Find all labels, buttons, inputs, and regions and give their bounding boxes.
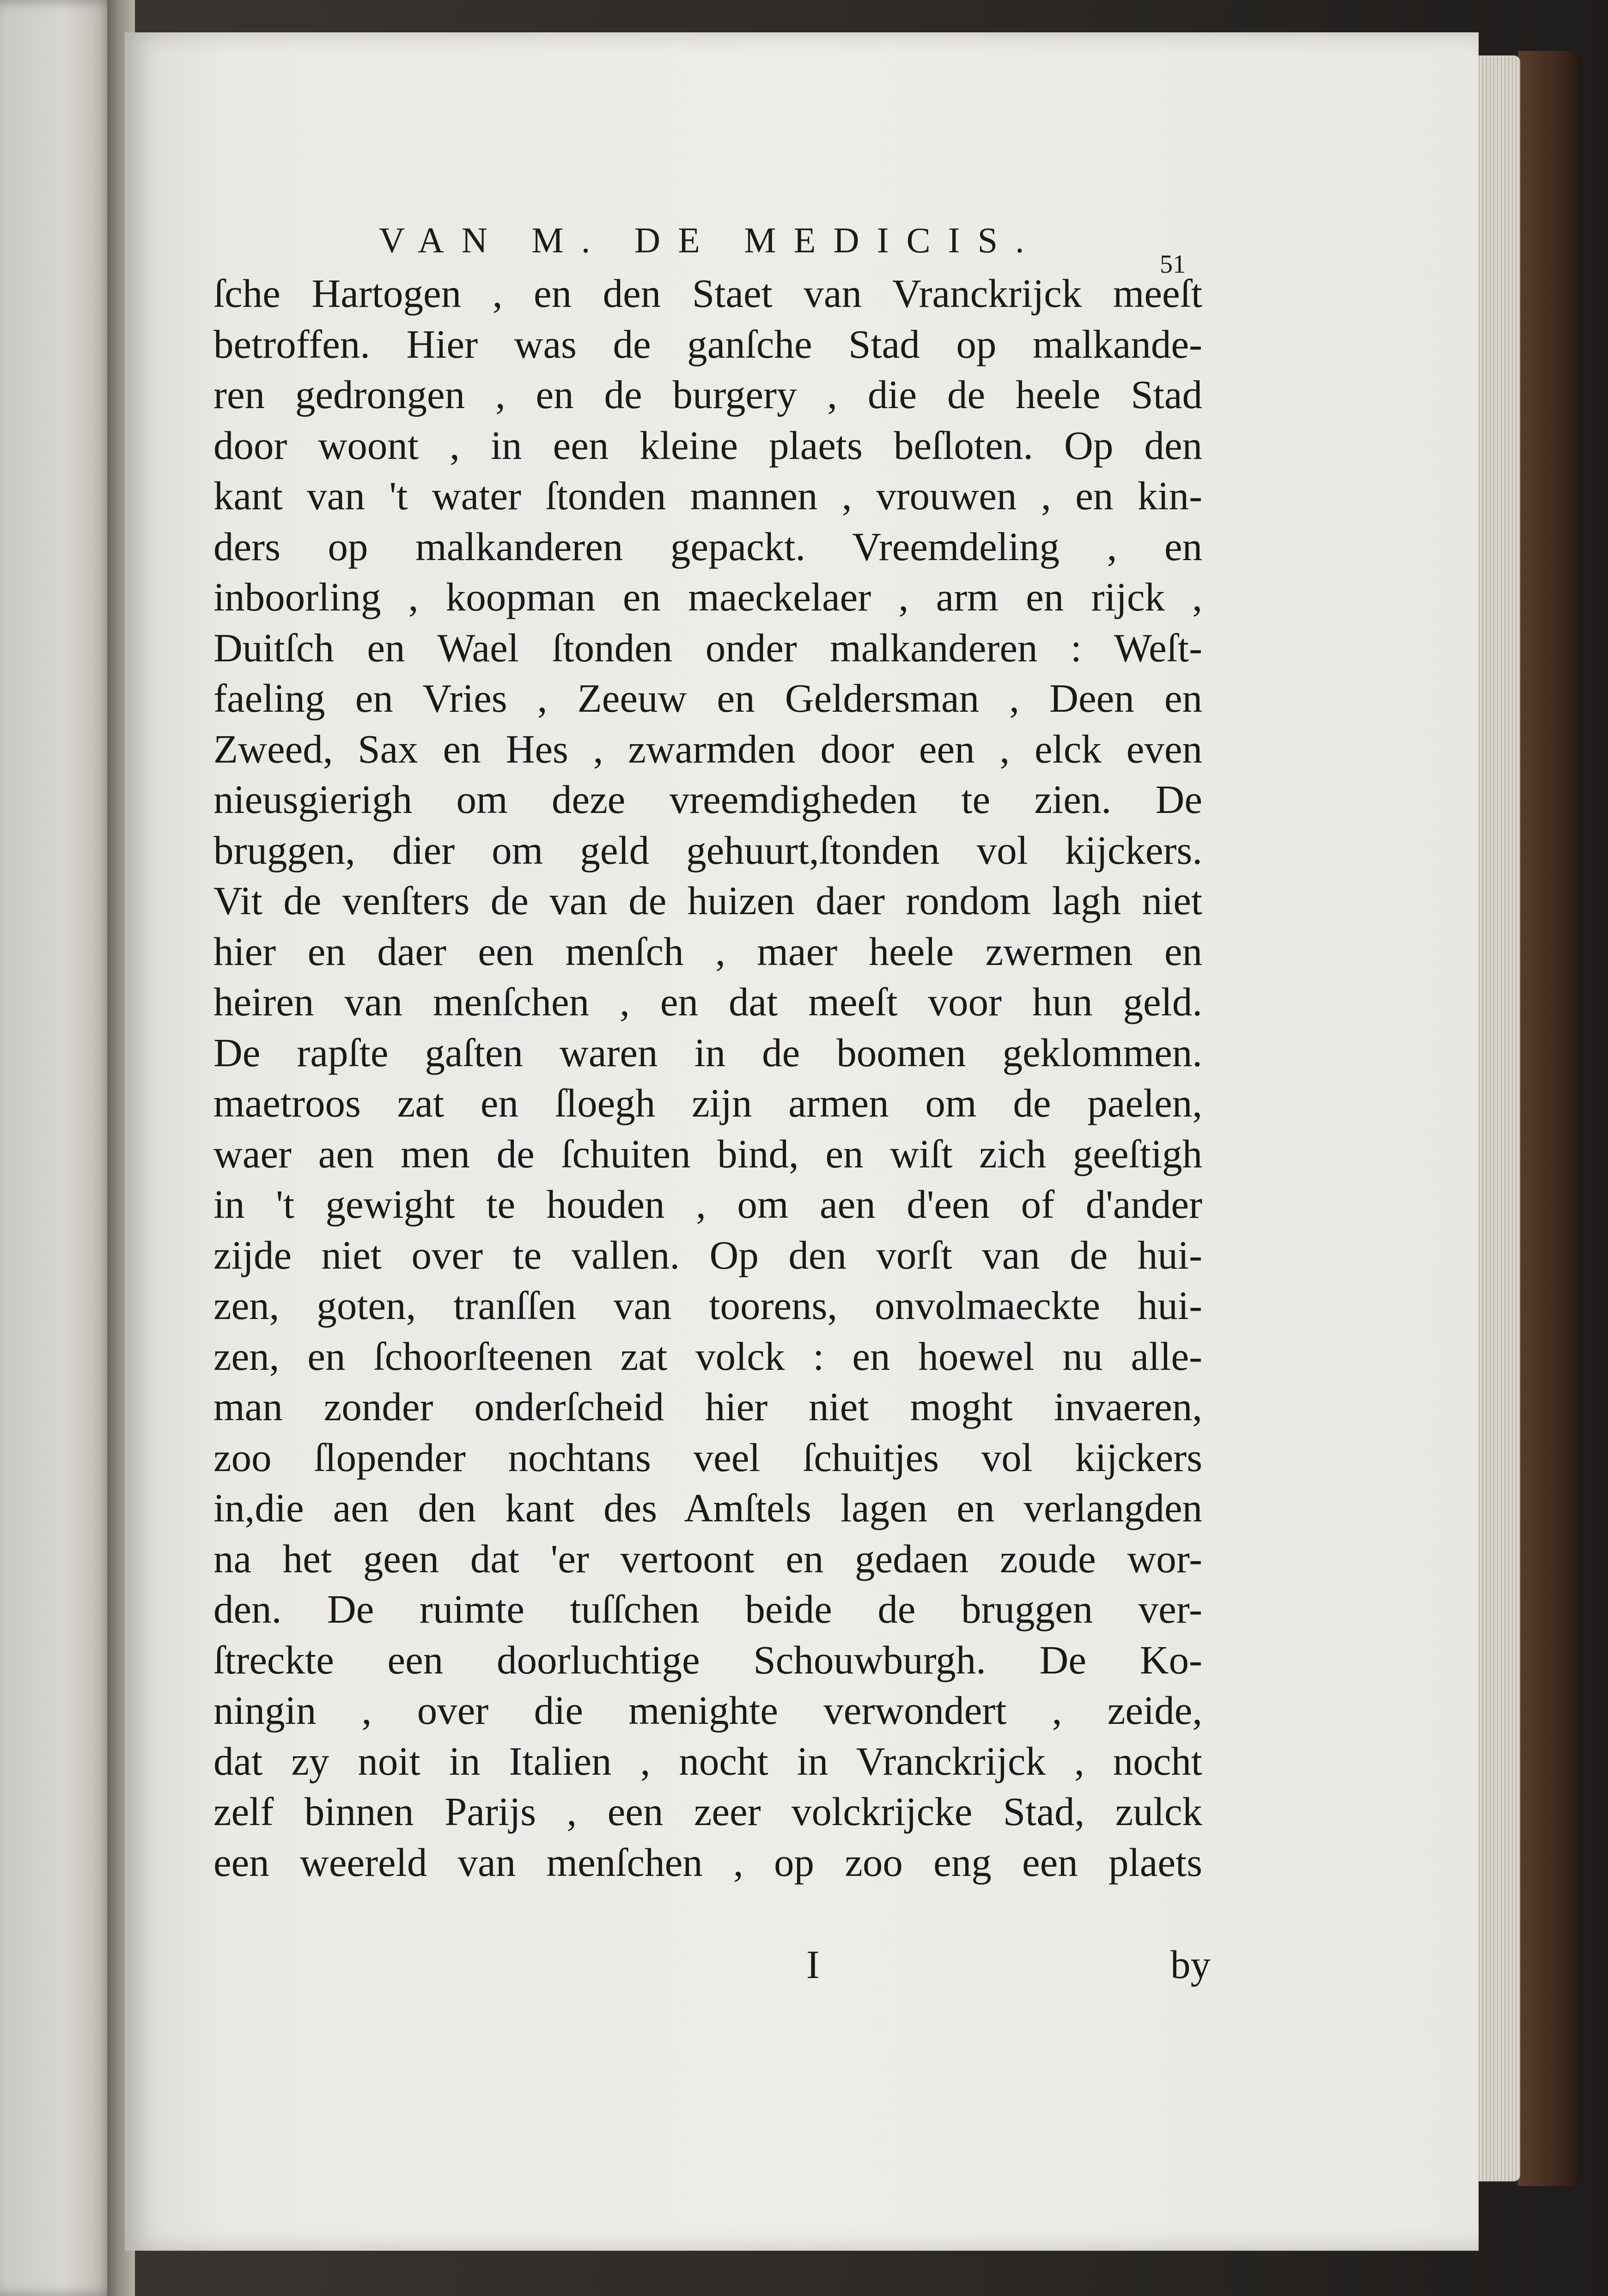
text-line: hier en daer een menſch , maer heele zwermen en	[213, 928, 1202, 974]
text-line: man zonder onderſcheid hier niet moght invaeren,	[213, 1384, 1202, 1429]
text-line: in 't gewight te houden , om aen d'een of d'ander	[213, 1182, 1202, 1227]
page-number: 51	[1160, 250, 1186, 279]
text-line: Duitſch en Wael ſtonden onder malkanderen : Weſt-	[213, 625, 1202, 670]
text-line: ſche Hartogen , en den Staet van Vranckrijck meeſt	[213, 271, 1202, 316]
text-line: den. De ruimte tuſſchen beide de bruggen ver-	[213, 1587, 1202, 1631]
previous-page-edge	[0, 0, 116, 2296]
text-line: een weereld van menſchen , op zoo eng een plaets	[213, 1839, 1202, 1885]
text-line: na het geen dat 'er vertoont en gedaen zoude wor-	[213, 1536, 1202, 1581]
text-line: inboorling , koopman en maeckelaer , arm en rijck ,	[213, 574, 1202, 619]
text-line: zijde niet over te vallen. Op den vorſt van de hui-	[213, 1232, 1202, 1277]
text-line: zen, goten, tranſſen van toorens, onvolmaeckte hui-	[213, 1283, 1202, 1328]
text-line: waer aen men de ſchuiten bind, en wiſt zich geeſtigh	[213, 1131, 1202, 1176]
text-line: nieusgierigh om deze vreemdigheden te zien. De	[213, 777, 1202, 822]
book-cover-edge	[1518, 51, 1583, 2186]
text-line: Zweed, Sax en Hes , zwarmden door een , elck even	[213, 726, 1202, 771]
text-line: zelf binnen Parijs , een zeer volckrijcke Stad, zulck	[213, 1789, 1202, 1834]
text-line: faeling en Vries , Zeeuw en Geldersman , Deen en	[213, 676, 1202, 721]
text-line: Vit de venſters de van de huizen daer rondom lagh niet	[213, 878, 1202, 923]
text-line: zoo ſlopender nochtans veel ſchuitjes vol kijckers	[213, 1435, 1202, 1480]
text-line: in,die aen den kant des Amſtels lagen en verlangden	[213, 1485, 1202, 1530]
text-line: heiren van menſchen , en dat meeſt voor hun geld.	[213, 979, 1202, 1024]
text-line: bruggen, dier om geld gehuurt,ſtonden vol kijckers.	[213, 827, 1202, 873]
text-line: door woont , in een kleine plaets beſloten. Op den	[213, 422, 1202, 468]
text-line: ren gedrongen , en de burgery , die de heele Stad	[213, 372, 1202, 417]
catchword: by	[1170, 1942, 1211, 1987]
text-line: ningin , over die menighte verwondert , zeide,	[213, 1688, 1202, 1733]
text-line: zen, en ſchoorſteenen zat volck : en hoewel nu alle-	[213, 1333, 1202, 1379]
text-line: betroffen. Hier was de ganſche Stad op malkande-	[213, 321, 1202, 366]
page-body-text	[213, 268, 1202, 1887]
text-line: kant van 't water ſtonden mannen , vrouwen , en kin-	[213, 473, 1202, 518]
text-line: De rapſte gaſten waren in de boomen geklommen.	[213, 1030, 1202, 1075]
text-line: ders op malkanderen gepackt. Vreemdeling , en	[213, 524, 1202, 569]
signature-mark: I	[806, 1942, 820, 1987]
text-line: dat zy noit in Italien , nocht in Vranckrijck , nocht	[213, 1738, 1202, 1783]
text-line: maetroos zat en ſloegh zijn armen om de paelen,	[213, 1081, 1202, 1125]
text-line: ſtreckte een doorluchtige Schouwburgh. De Ko-	[213, 1637, 1202, 1682]
running-title: VAN M. DE MEDICIS.	[379, 220, 1042, 260]
